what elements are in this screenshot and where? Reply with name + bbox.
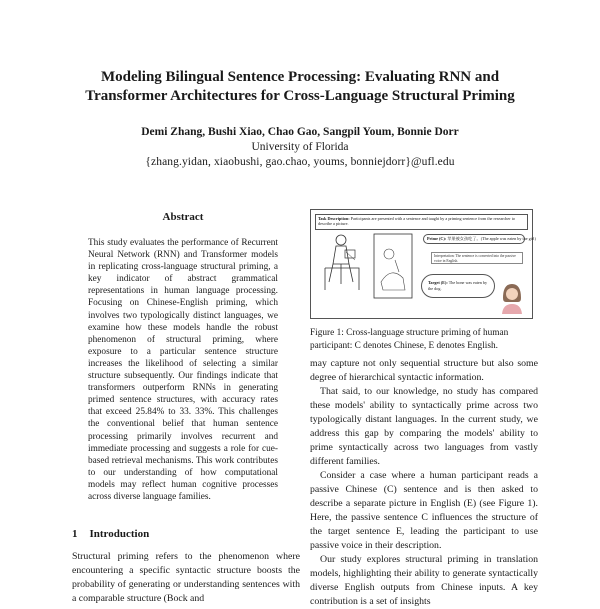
right-column-text [310, 357, 538, 607]
abstract-heading: Abstract [162, 211, 204, 223]
task-text: Participants are presented with a sentence and taught by a priming sentence from the researcher to describe a picture. [318, 216, 515, 226]
section-number: 1 [72, 528, 78, 540]
prime-text: 苹果被女孩吃了。(The apple was eaten by the girl) [446, 236, 536, 241]
figure-caption: Figure 1: Cross-language structure priming of human participant: C denotes Chinese, E denotes English. [310, 328, 509, 351]
paragraph-study: Our study explores structural priming in translation models, highlighting their ability to generate syntactically diverse English outputs from Chinese inputs. A key contribution is a set of insights [310, 554, 538, 607]
prime-sentence-bubble [423, 234, 536, 244]
title-line-2: Transformer Architectures for Cross-Language Structural Priming [85, 88, 515, 104]
target-text: The bone was eaten by the dog. [428, 280, 488, 291]
paragraph-continuation: may capture not only sequential structure but also some degree of hierarchical syntactic information. [310, 358, 538, 383]
affiliation: University of Florida [251, 141, 349, 153]
woman-icon [497, 280, 527, 314]
section-title: Introduction [89, 528, 150, 540]
paragraph-gap: That said, to our knowledge, no study has compared these models' ability to syntactically prime across two typologically distant languages. In the current study, we address this gap by comparing the models' ability to prime syntactically across two languages from vastly different families. [310, 386, 538, 467]
title-line-1: Modeling Bilingual Sentence Processing: Evaluating RNN and [100, 69, 500, 85]
paragraph-example: Consider a case where a human participant reads a passive Chinese (C) sentence and is then asked to describe a separate picture in English (E) (see Figure 1). Here, the passive sentence C influences the structure of the target sentence E, leading the participant to use passive voice in their description. [310, 470, 538, 551]
prime-label: Prime (C): [427, 236, 447, 241]
person-reading-icon [319, 232, 373, 294]
figure-1 [310, 209, 536, 319]
introduction-text: Structural priming refers to the phenomenon where encountering a specific syntactic structure boosts the probability of generating or understanding sentences with a comparable structure (Bock and [72, 551, 300, 604]
target-label: Target (E): [428, 280, 448, 285]
email-list: {zhang.yidan, xiaobushi, gao.chao, youms, bonniejdorr}@ufl.edu [145, 156, 455, 168]
abstract-text: This study evaluates the performance of Recurrent Neural Network (RNN) and Transformer models in replicating cross-language structural priming, a key indicator of abstract grammatical representations in human language processing. Focusing on Chinese-English priming, which involves two typologically distinct languages, we examine how these models handle the robust phenomenon of structural priming, where exposure to a particular sentence structure increases the likelihood of selecting a similar structure subsequently. Our findings indicate that transformers outperform RNNs in generating primed sentence structures, with accuracy rates that exceed 25.84% to 33. 33%. This challenges the conventional belief that human sentence processing primarily involves recurrent and immediate processing and suggests a role for cue-based retrieval mechanisms. This work contributes to our understanding of how computational models may reflect human cognitive processes across diverse language families. [88, 238, 278, 502]
task-label: Task Description: [318, 216, 350, 221]
task-description-box [315, 214, 528, 230]
target-sentence-bubble [421, 274, 495, 298]
picture-icon [373, 232, 415, 302]
paper-title [0, 68, 600, 106]
authors: Demi Zhang, Bushi Xiao, Chao Gao, Sangpil Youm, Bonnie Dorr [141, 126, 459, 138]
section-heading-introduction [72, 528, 149, 540]
interpretation-box: Interpretation: The sentence is converted into the passive voice in English. [431, 252, 523, 264]
